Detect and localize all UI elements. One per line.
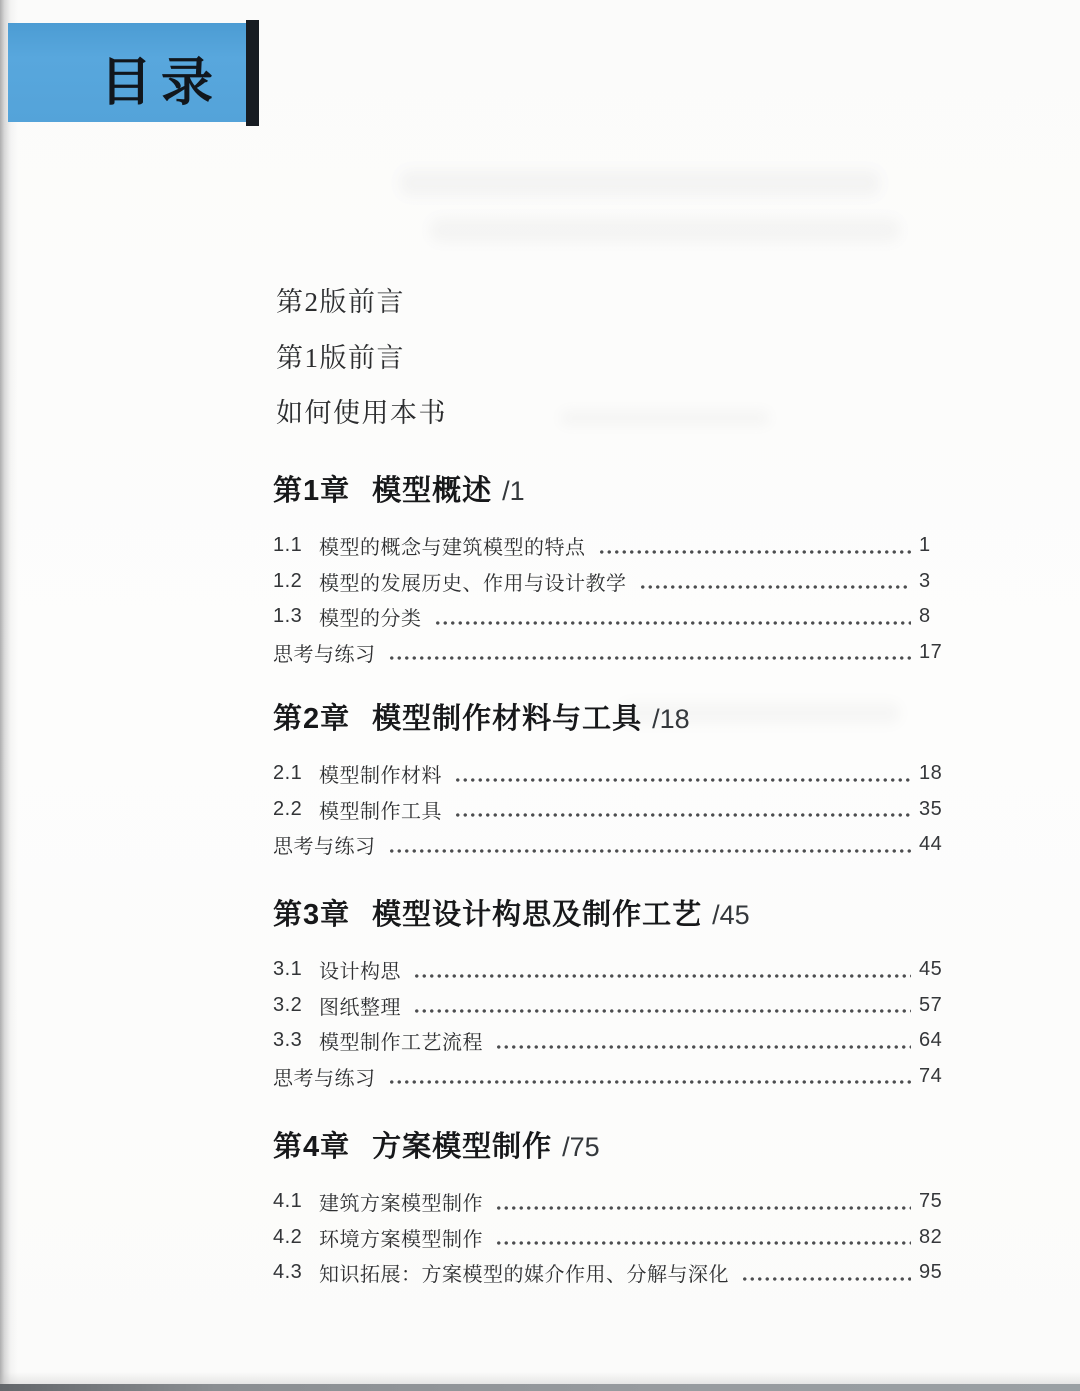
entry-title: 思考与练习 <box>273 643 376 666</box>
toc-entry <box>273 952 945 988</box>
entry-page-number: 44 <box>919 833 943 856</box>
entry-number: 3.2 <box>273 993 303 1016</box>
entry-page-number: 3 <box>919 569 931 592</box>
toc-header-banner <box>8 23 246 122</box>
dot-leader <box>388 848 912 854</box>
page-bottom-shadow <box>0 1372 1080 1384</box>
dot-leader <box>598 549 912 555</box>
toc-entry <box>273 1023 945 1059</box>
header-accent-bar <box>246 20 259 126</box>
entry-title: 环境方案模型制作 <box>319 1228 483 1251</box>
entry-page-number: 45 <box>919 958 943 981</box>
chapter-heading <box>273 896 945 934</box>
entry-title: 思考与练习 <box>273 1067 376 1090</box>
toc-entry <box>273 635 945 671</box>
dot-leader <box>741 1276 911 1282</box>
entry-number: 2.2 <box>273 797 303 820</box>
chapter-number: 第3章 <box>273 899 351 931</box>
entry-title: 模型的概念与建筑模型的特点 <box>319 537 586 560</box>
chapter-block-1 <box>273 472 945 670</box>
toc-entry <box>273 1255 945 1291</box>
entry-page-number: 57 <box>919 993 943 1016</box>
chapter-title: 模型设计构思及制作工艺 <box>372 899 703 931</box>
chapter-heading <box>273 472 945 510</box>
entry-page-number: 95 <box>919 1261 943 1284</box>
entry-page-number: 17 <box>919 640 943 663</box>
dot-leader <box>639 584 912 590</box>
entry-title: 知识拓展：方案模型的媒介作用、分解与深化 <box>319 1264 729 1287</box>
entry-number: 2.1 <box>273 762 303 785</box>
dot-leader <box>495 1240 911 1246</box>
entry-title: 建筑方案模型制作 <box>319 1193 483 1216</box>
chapter-heading <box>273 1128 945 1166</box>
toc-entry <box>273 599 945 635</box>
dot-leader <box>495 1044 911 1050</box>
chapter-title: 模型概述 <box>372 475 493 507</box>
entry-number: 3.3 <box>273 1029 303 1052</box>
dot-leader <box>434 620 912 626</box>
toc-entry <box>273 1220 945 1256</box>
dot-leader <box>388 655 912 661</box>
entry-title: 思考与练习 <box>273 836 376 859</box>
entry-title: 模型制作材料 <box>319 765 442 788</box>
entry-number: 1.3 <box>273 605 303 628</box>
chapter-page-ref: /75 <box>562 1132 600 1162</box>
chapter-title: 模型制作材料与工具 <box>372 703 643 735</box>
entry-page-number: 82 <box>919 1225 943 1248</box>
chapter-block-4 <box>273 1128 945 1291</box>
chapter-entries <box>273 528 945 670</box>
page-left-scan-edge <box>0 0 18 1391</box>
preface-line: 第1版前言 <box>276 343 405 373</box>
entry-number: 4.3 <box>273 1261 303 1284</box>
entry-page-number: 35 <box>919 797 943 820</box>
chapter-number: 第4章 <box>273 1131 351 1163</box>
entry-title: 模型的分类 <box>319 608 422 631</box>
toc-entry <box>273 1184 945 1220</box>
toc-entry <box>273 792 945 828</box>
page-bottom-edge <box>0 1384 1080 1391</box>
entry-title: 模型的发展历史、作用与设计教学 <box>319 572 627 595</box>
entry-page-number: 64 <box>919 1029 943 1052</box>
entry-title: 模型制作工艺流程 <box>319 1032 483 1055</box>
chapter-block-3 <box>273 896 945 1094</box>
chapter-page-ref: /1 <box>502 476 525 506</box>
bleed-through-artifact <box>430 218 900 242</box>
entry-number: 3.1 <box>273 958 303 981</box>
chapter-entries <box>273 756 945 863</box>
dot-leader <box>454 777 911 783</box>
chapter-number: 第2章 <box>273 703 351 735</box>
entry-page-number: 74 <box>919 1064 943 1087</box>
chapter-page-ref: /45 <box>712 900 750 930</box>
dot-leader <box>413 1008 911 1014</box>
dot-leader <box>413 973 911 979</box>
chapter-entries <box>273 952 945 1094</box>
entry-number: 1.1 <box>273 534 303 557</box>
dot-leader <box>495 1205 911 1211</box>
toc-entry <box>273 756 945 792</box>
dot-leader <box>388 1079 912 1085</box>
toc-entry <box>273 1059 945 1095</box>
chapter-title: 方案模型制作 <box>372 1131 553 1163</box>
chapter-page-ref: /18 <box>652 704 690 734</box>
entry-number: 1.2 <box>273 569 303 592</box>
entry-page-number: 18 <box>919 762 943 785</box>
entry-page-number: 75 <box>919 1190 943 1213</box>
toc-entry <box>273 988 945 1024</box>
chapter-heading <box>273 700 945 738</box>
entry-page-number: 8 <box>919 605 931 628</box>
bleed-through-artifact <box>560 410 770 426</box>
toc-entry <box>273 827 945 863</box>
entry-number: 4.1 <box>273 1190 303 1213</box>
entry-title: 设计构思 <box>319 961 401 984</box>
preface-line: 第2版前言 <box>276 287 405 317</box>
entry-number: 4.2 <box>273 1225 303 1248</box>
toc-entry <box>273 564 945 600</box>
chapter-block-2 <box>273 700 945 863</box>
toc-entry <box>273 528 945 564</box>
entry-title: 模型制作工具 <box>319 800 442 823</box>
chapter-number: 第1章 <box>273 475 351 507</box>
entry-page-number: 1 <box>919 534 931 557</box>
page-title: 目录 <box>100 54 223 112</box>
bleed-through-artifact <box>400 170 880 196</box>
dot-leader <box>454 812 911 818</box>
preface-line: 如何使用本书 <box>276 398 447 428</box>
chapter-entries <box>273 1184 945 1291</box>
entry-title: 图纸整理 <box>319 996 401 1019</box>
